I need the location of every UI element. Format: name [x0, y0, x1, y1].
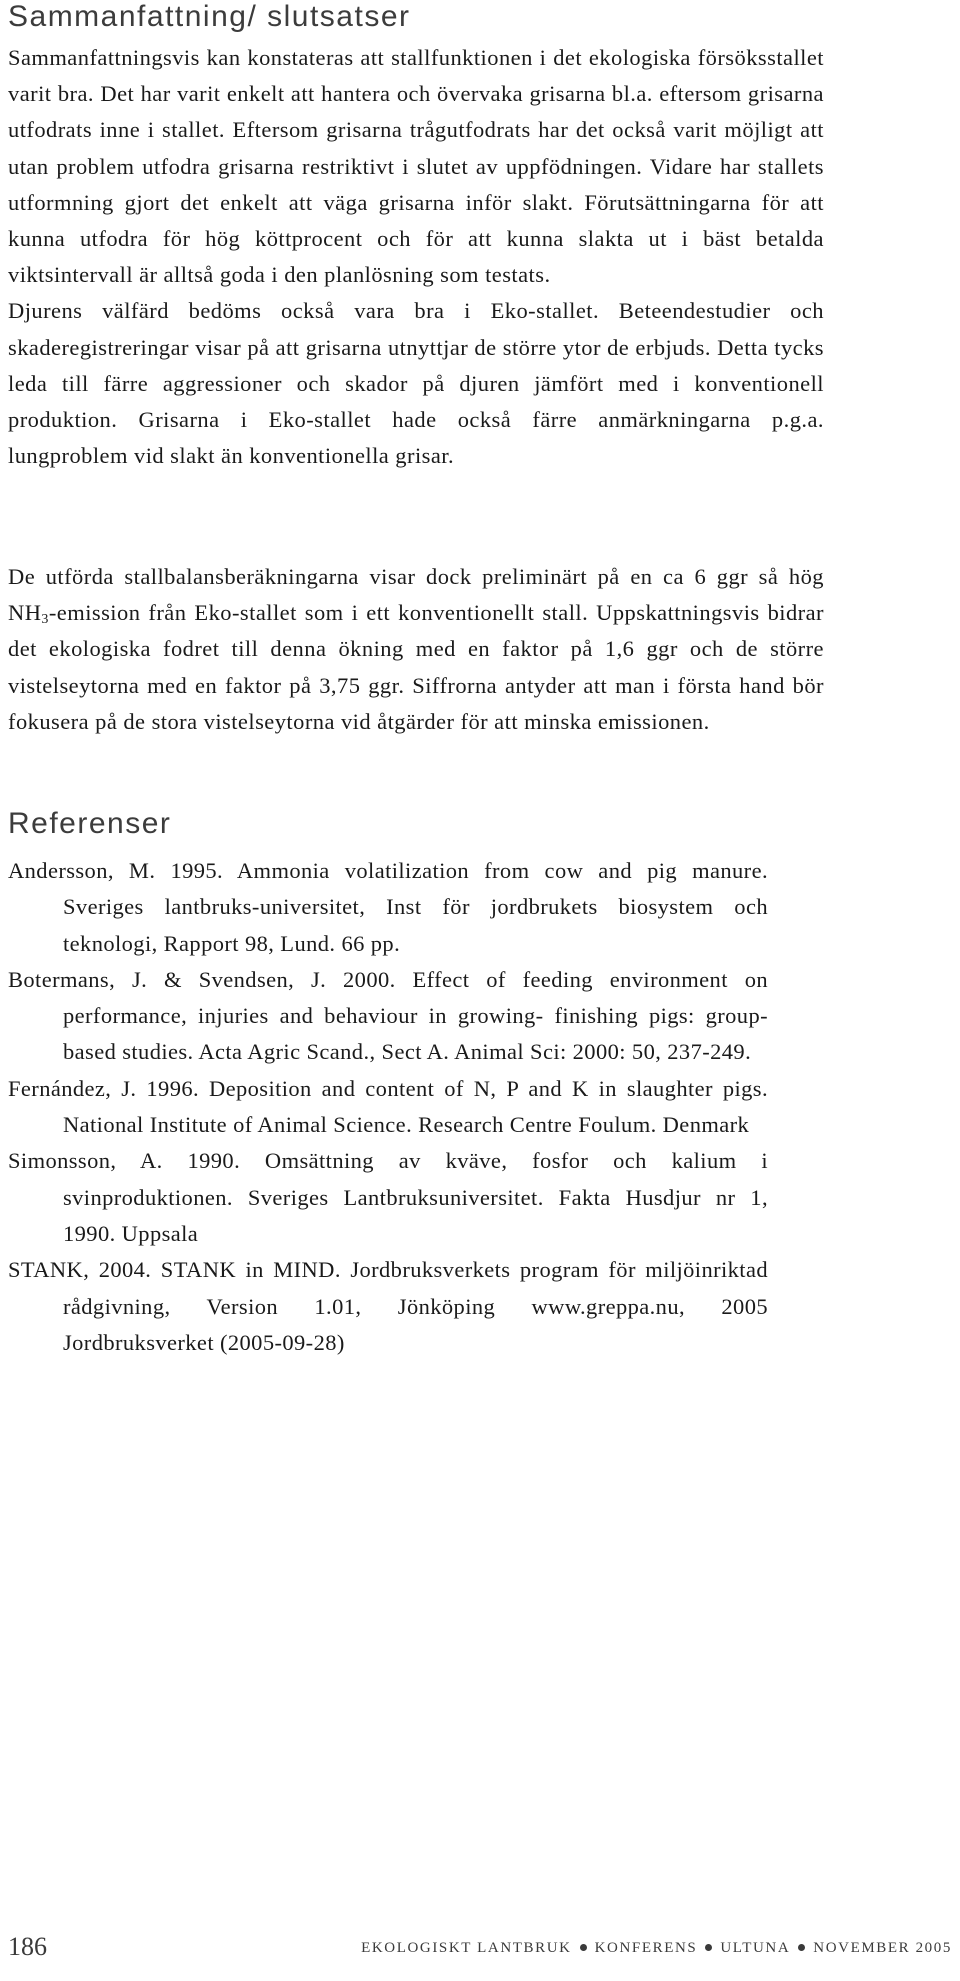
reference-list	[8, 853, 768, 1361]
paragraph: Sammanfattningsvis kan konstateras att stallfunktionen i det ekologiska försöksstallet varit bra. Det har varit enkelt att hantera och övervaka grisarna bl.a. eftersom grisarna utfodrats inne i stallet. Eftersom grisarna trågutfodrats har det också varit möjligt att utan problem utfodra grisarna restriktivt i slutet av uppfödningen. Vidare har stallets utformning gjort det enkelt att väga grisarna inför slakt. Förutsättningarna för att kunna utfodra för hög köttprocent och för att kunna slakta ut i bäst betalda viktsintervall är alltså goda i den planlösning som testats.	[8, 45, 824, 288]
footer-part: ULTUNA	[720, 1940, 791, 1956]
page-number: 186	[8, 1932, 47, 1961]
reference-item: Simonsson, A. 1990. Omsättning av kväve, fosfor och kalium i svinproduktionen. Sveriges Lantbruksuniversitet. Fakta Husdjur nr 1, 1990. Uppsala	[8, 1148, 768, 1246]
reference-item: Fernández, J. 1996. Deposition and content of N, P and K in slaughter pigs. National Institute of Animal Science. Research Centre Foulum. Denmark	[8, 1075, 768, 1138]
reference-item: Andersson, M. 1995. Ammonia volatilization from cow and pig manure. Sveriges lantbruks-universitet, Inst för jordbrukets biosystem och teknologi, Rapport 98, Lund. 66 pp.	[8, 858, 768, 956]
summary-body	[8, 40, 824, 474]
paragraph-emission	[8, 559, 824, 740]
footer-part: NOVEMBER 2005	[813, 1940, 952, 1956]
bullet-separator-icon	[580, 1944, 587, 1951]
paragraph-text: De utförda stallbalansberäkningarna visar dock preliminärt på en ca 6 ggr så hög NH	[8, 564, 824, 626]
page-footer	[8, 1932, 952, 1966]
reference-item: STANK, 2004. STANK in MIND. Jordbruksverkets program för miljöinriktad rådgivning, Version 1.01, Jönköping www.greppa.nu, 2005 Jordbruksverket (2005-09-28)	[8, 1257, 768, 1355]
bullet-separator-icon	[798, 1944, 805, 1951]
footer-part: KONFERENS	[594, 1940, 698, 1956]
section-heading-summary: Sammanfattning/ slutsatser	[8, 0, 411, 33]
running-footer	[361, 1940, 952, 1957]
reference-item: Botermans, J. & Svendsen, J. 2000. Effect of feeding environment on performance, injuries and behaviour in growing- finishing pigs: group-based studies. Acta Agric Scand., Sect A. Animal Sci: 2000: 50, 237-249.	[8, 966, 768, 1065]
footer-part: EKOLOGISKT LANTBRUK	[361, 1940, 572, 1956]
bullet-separator-icon	[705, 1944, 712, 1951]
summary-body-emission	[8, 559, 824, 740]
paragraph: Djurens välfärd bedöms också vara bra i Eko-stallet. Beteendestudier och skaderegistreringar visar på att grisarna utnyttjar de större ytor de erbjuds. Detta tycks leda till färre aggressioner och skador på djuren jämfört med i konventionell produktion. Grisarna i Eko-stallet hade också färre anmärkningarna p.g.a. lungproblem vid slakt än konventionella grisar.	[8, 298, 824, 469]
paragraph-text: -emission från Eko-stallet som i ett konventionellt stall. Uppskattningsvis bidrar det ekologiska fodret till denna ökning med en faktor på 1,6 ggr och de större vistelseytorna med en faktor på 3,75 ggr. Siffrorna antyder att man i första hand bör fokusera på de stora vistelseytorna vid åtgärder för att minska emissionen.	[8, 600, 824, 734]
subscript: 3	[41, 612, 49, 628]
section-heading-references: Referenser	[8, 807, 172, 840]
